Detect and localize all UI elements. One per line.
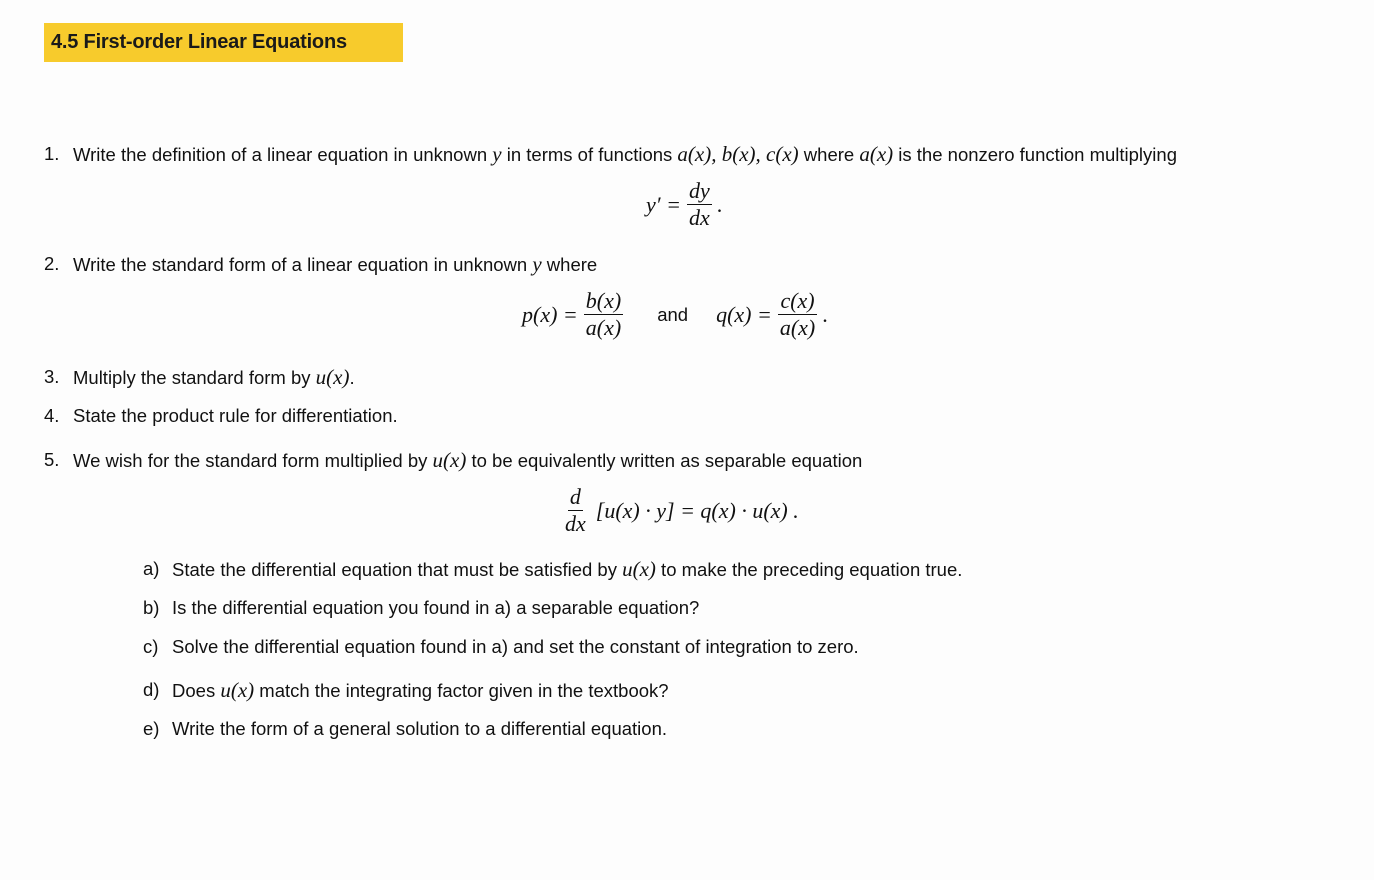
section-title: 4.5 First-order Linear Equations xyxy=(51,31,347,53)
sub-c-text: Solve the differential equation found in a) and set the constant of integration to zero. xyxy=(172,636,859,657)
q5-number: 5. xyxy=(44,449,60,470)
q4-number: 4. xyxy=(44,405,60,426)
q2-equation: p(x) = $\frac{b(x)}{a(x)}$ and q(x) = $\frac{c(x)}{a(x)}$ . xyxy=(522,288,828,340)
sub-b-label: b) xyxy=(143,597,160,618)
q5-equation: $\frac{d}{dx}$ [u(x) · y] = q(x) · u(x) . xyxy=(565,484,799,536)
q3-text: Multiply the standard form by u(x). xyxy=(73,365,355,389)
q1-number: 1. xyxy=(44,143,60,164)
q2-text: Write the standard form of a linear equation in unknown y where xyxy=(73,252,598,276)
q1-text: Write the definition of a linear equation in unknown y in terms of functions a(x), b(x), c(x) where a(x) is the nonzero function multiplying xyxy=(73,142,1177,166)
q4-text: State the product rule for differentiation. xyxy=(73,405,398,426)
sub-d-label: d) xyxy=(143,679,160,700)
q2-number: 2. xyxy=(44,253,60,274)
q5-text: We wish for the standard form multiplied by u(x) to be equivalently written as separable equation xyxy=(73,448,863,472)
sub-e-text: Write the form of a general solution to a differential equation. xyxy=(172,718,668,739)
q3-number: 3. xyxy=(44,366,60,387)
sub-b-text: Is the differential equation you found in a) a separable equation? xyxy=(172,597,700,618)
sub-e-label: e) xyxy=(143,718,160,739)
q1-equation: y′ = $\frac{dy}{dx}$ . xyxy=(646,178,723,230)
sub-a-text: State the differential equation that must be satisfied by u(x) to make the preceding equation true. xyxy=(172,557,963,581)
section-title-banner xyxy=(44,23,403,62)
sub-a-label: a) xyxy=(143,558,160,579)
sub-c-label: c) xyxy=(143,636,159,657)
sub-d-text: Does u(x) match the integrating factor given in the textbook? xyxy=(172,678,669,702)
